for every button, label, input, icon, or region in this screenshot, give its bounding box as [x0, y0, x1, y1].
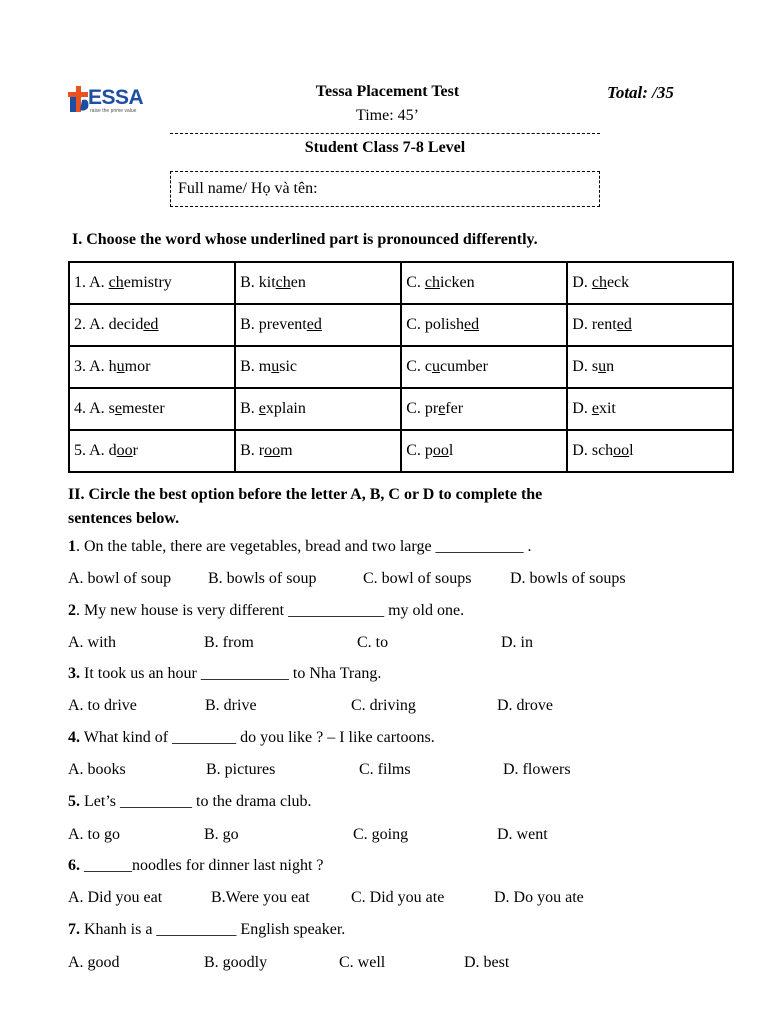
underlined-part: oo [116, 442, 133, 459]
question-number: 7. [68, 921, 80, 938]
answer-option[interactable]: B. go [204, 826, 239, 843]
underlined-part: u [116, 358, 125, 375]
underlined-part: u [598, 358, 607, 375]
underlined-part: oo [264, 442, 281, 459]
answer-option[interactable]: B. goodly [204, 954, 268, 971]
option-cell[interactable] [235, 346, 401, 388]
answer-option[interactable]: C. Did you ate [351, 889, 445, 906]
table-row [69, 430, 733, 472]
word-prefix: C. polish [406, 316, 464, 333]
table-row [69, 262, 733, 304]
word-prefix: C. pr [406, 400, 439, 417]
underlined-part: e [258, 400, 266, 417]
pronunciation-table [68, 261, 734, 473]
option-cell[interactable] [235, 430, 401, 472]
answer-option[interactable]: A. with [68, 634, 116, 651]
answer-option[interactable]: C. going [353, 826, 409, 843]
underlined-part: u [271, 358, 280, 375]
word-prefix: 2. A. decid [74, 316, 144, 333]
word-suffix: emistry [123, 274, 172, 291]
answer-option[interactable]: B. bowls of soup [208, 570, 317, 587]
question-body: ______noodles for dinner last night ? [80, 857, 324, 874]
option-cell[interactable] [567, 262, 733, 304]
question-text [68, 538, 532, 556]
option-cell[interactable] [69, 262, 235, 304]
question-text [68, 857, 324, 875]
option-cell[interactable] [401, 262, 567, 304]
answer-option[interactable]: A. bowl of soup [68, 570, 172, 587]
option-cell[interactable] [401, 430, 567, 472]
answer-option[interactable]: D. flowers [503, 761, 571, 778]
underlined-part: ed [463, 316, 480, 333]
section2-heading-line2: sentences below. [68, 510, 180, 527]
question-text [68, 921, 345, 939]
underlined-part: ed [143, 316, 159, 333]
word-suffix: en [290, 274, 306, 291]
section2-heading [68, 483, 668, 531]
word-prefix: C. c [406, 358, 432, 375]
option-cell[interactable] [567, 346, 733, 388]
question-number: 4. [68, 729, 80, 746]
answer-option[interactable]: B. pictures [206, 761, 276, 778]
underlined-part: u [431, 358, 440, 375]
word-suffix: mor [124, 358, 151, 375]
test-time: Time: 45’ [356, 107, 419, 124]
option-cell[interactable] [235, 388, 401, 430]
answer-option[interactable]: A. Did you eat [68, 889, 163, 906]
answer-option[interactable]: D. drove [497, 697, 553, 714]
answer-option[interactable]: A. to go [68, 826, 120, 843]
answer-option[interactable]: A. good [68, 954, 120, 971]
logo-mark-icon [68, 86, 90, 114]
word-prefix: 3. A. h [74, 358, 117, 375]
answer-option[interactable]: D. went [497, 826, 548, 843]
header-divider [170, 133, 600, 134]
question-text [68, 602, 464, 620]
option-cell[interactable] [69, 430, 235, 472]
answer-option[interactable]: B. from [204, 634, 254, 651]
word-prefix: C. p [406, 442, 433, 459]
answer-option[interactable]: B.Were you eat [211, 889, 310, 906]
answer-option[interactable]: A. books [68, 761, 126, 778]
answer-option[interactable]: C. driving [351, 697, 416, 714]
underlined-part: ch [424, 274, 440, 291]
answer-option[interactable]: C. bowl of soups [363, 570, 472, 587]
question-body: Let’s _________ to the drama club. [80, 793, 312, 810]
word-prefix: D. [572, 274, 592, 291]
word-suffix: xplain [265, 400, 306, 417]
word-suffix: l [629, 442, 634, 459]
fullname-label: Full name/ Họ và tên: [178, 180, 318, 197]
underlined-part: oo [432, 442, 449, 459]
option-cell[interactable] [235, 304, 401, 346]
logo-tagline: raise the prime value [90, 108, 137, 114]
question-text [68, 665, 381, 683]
answer-option[interactable]: C. to [357, 634, 389, 651]
question-text [68, 793, 312, 811]
word-prefix: B. m [240, 358, 272, 375]
option-cell[interactable] [69, 388, 235, 430]
underlined-part: e [438, 400, 446, 417]
class-level: Student Class 7-8 Level [304, 139, 466, 156]
answer-option[interactable]: C. films [359, 761, 411, 778]
word-suffix: mester [122, 400, 165, 417]
word-suffix: r [132, 442, 138, 459]
question-number: 5. [68, 793, 80, 810]
word-prefix: D. [572, 400, 592, 417]
underlined-part: e [591, 400, 599, 417]
question-body: It took us an hour ___________ to Nha Trang. [80, 665, 382, 682]
word-suffix: l [448, 442, 454, 459]
section2-heading-line1: II. Circle the best option before the letter A, B, C or D to complete the [68, 486, 543, 503]
total-score: Total: /35 [607, 83, 674, 102]
word-prefix: 5. A. d [74, 442, 117, 459]
question-body: . On the table, there are vegetables, bread and two large ___________ . [76, 538, 532, 555]
logo-text: ESSA [88, 86, 144, 109]
option-cell[interactable] [69, 346, 235, 388]
word-suffix: xit [598, 400, 616, 417]
question-number: 6. [68, 857, 80, 874]
underlined-part: e [114, 400, 123, 417]
word-prefix: B. kit [240, 274, 276, 291]
word-prefix: D. sch [572, 442, 614, 459]
option-cell[interactable] [401, 346, 567, 388]
answer-option[interactable]: D. in [501, 634, 533, 651]
question-body: What kind of ________ do you like ? – I like cartoons. [80, 729, 435, 746]
underlined-part: ed [616, 316, 632, 333]
section1-heading: I. Choose the word whose underlined part is pronounced differently. [72, 231, 538, 248]
answer-option[interactable]: D. bowls of soups [510, 570, 626, 587]
question-body: Khanh is a __________ English speaker. [80, 921, 346, 938]
word-prefix: B. r [240, 442, 265, 459]
question-body: . My new house is very different ____________ my old one. [76, 602, 465, 619]
question-number: 3. [68, 665, 80, 682]
answer-option[interactable]: A. to drive [68, 697, 137, 714]
option-cell[interactable] [235, 262, 401, 304]
table-row [69, 388, 733, 430]
question-number: 2 [68, 602, 76, 619]
word-suffix: fer [445, 400, 464, 417]
word-suffix: m [280, 442, 293, 459]
test-title: Tessa Placement Test [315, 83, 460, 100]
word-prefix: 1. A. [74, 274, 109, 291]
option-cell[interactable] [401, 388, 567, 430]
underlined-part: ch [275, 274, 291, 291]
answer-option[interactable]: D. best [464, 954, 510, 971]
option-cell[interactable] [567, 388, 733, 430]
question-number: 1 [68, 538, 76, 555]
word-prefix: 4. A. s [74, 400, 115, 417]
option-cell[interactable] [401, 304, 567, 346]
word-suffix: icken [439, 274, 475, 291]
answer-option[interactable]: B. drive [205, 697, 257, 714]
word-suffix: eck [606, 274, 630, 291]
word-suffix: cumber [439, 358, 488, 375]
answer-option[interactable]: C. well [339, 954, 386, 971]
word-suffix: sic [279, 358, 297, 375]
underlined-part: ed [306, 316, 322, 333]
word-prefix: C. [406, 274, 425, 291]
option-cell[interactable] [567, 304, 733, 346]
option-cell[interactable] [567, 430, 733, 472]
table-row [69, 304, 733, 346]
answer-option[interactable]: D. Do you ate [494, 889, 584, 906]
underlined-part: ch [108, 274, 124, 291]
word-prefix: B. [240, 400, 259, 417]
option-cell[interactable] [69, 304, 235, 346]
word-prefix: D. s [572, 358, 599, 375]
question-text [68, 729, 435, 747]
word-prefix: B. prevent [240, 316, 307, 333]
word-prefix: D. rent [572, 316, 617, 333]
table-row [69, 346, 733, 388]
underlined-part: ch [591, 274, 607, 291]
fullname-box[interactable] [170, 171, 600, 207]
tessa-logo [68, 84, 148, 116]
underlined-part: oo [613, 442, 630, 459]
word-suffix: n [606, 358, 615, 375]
